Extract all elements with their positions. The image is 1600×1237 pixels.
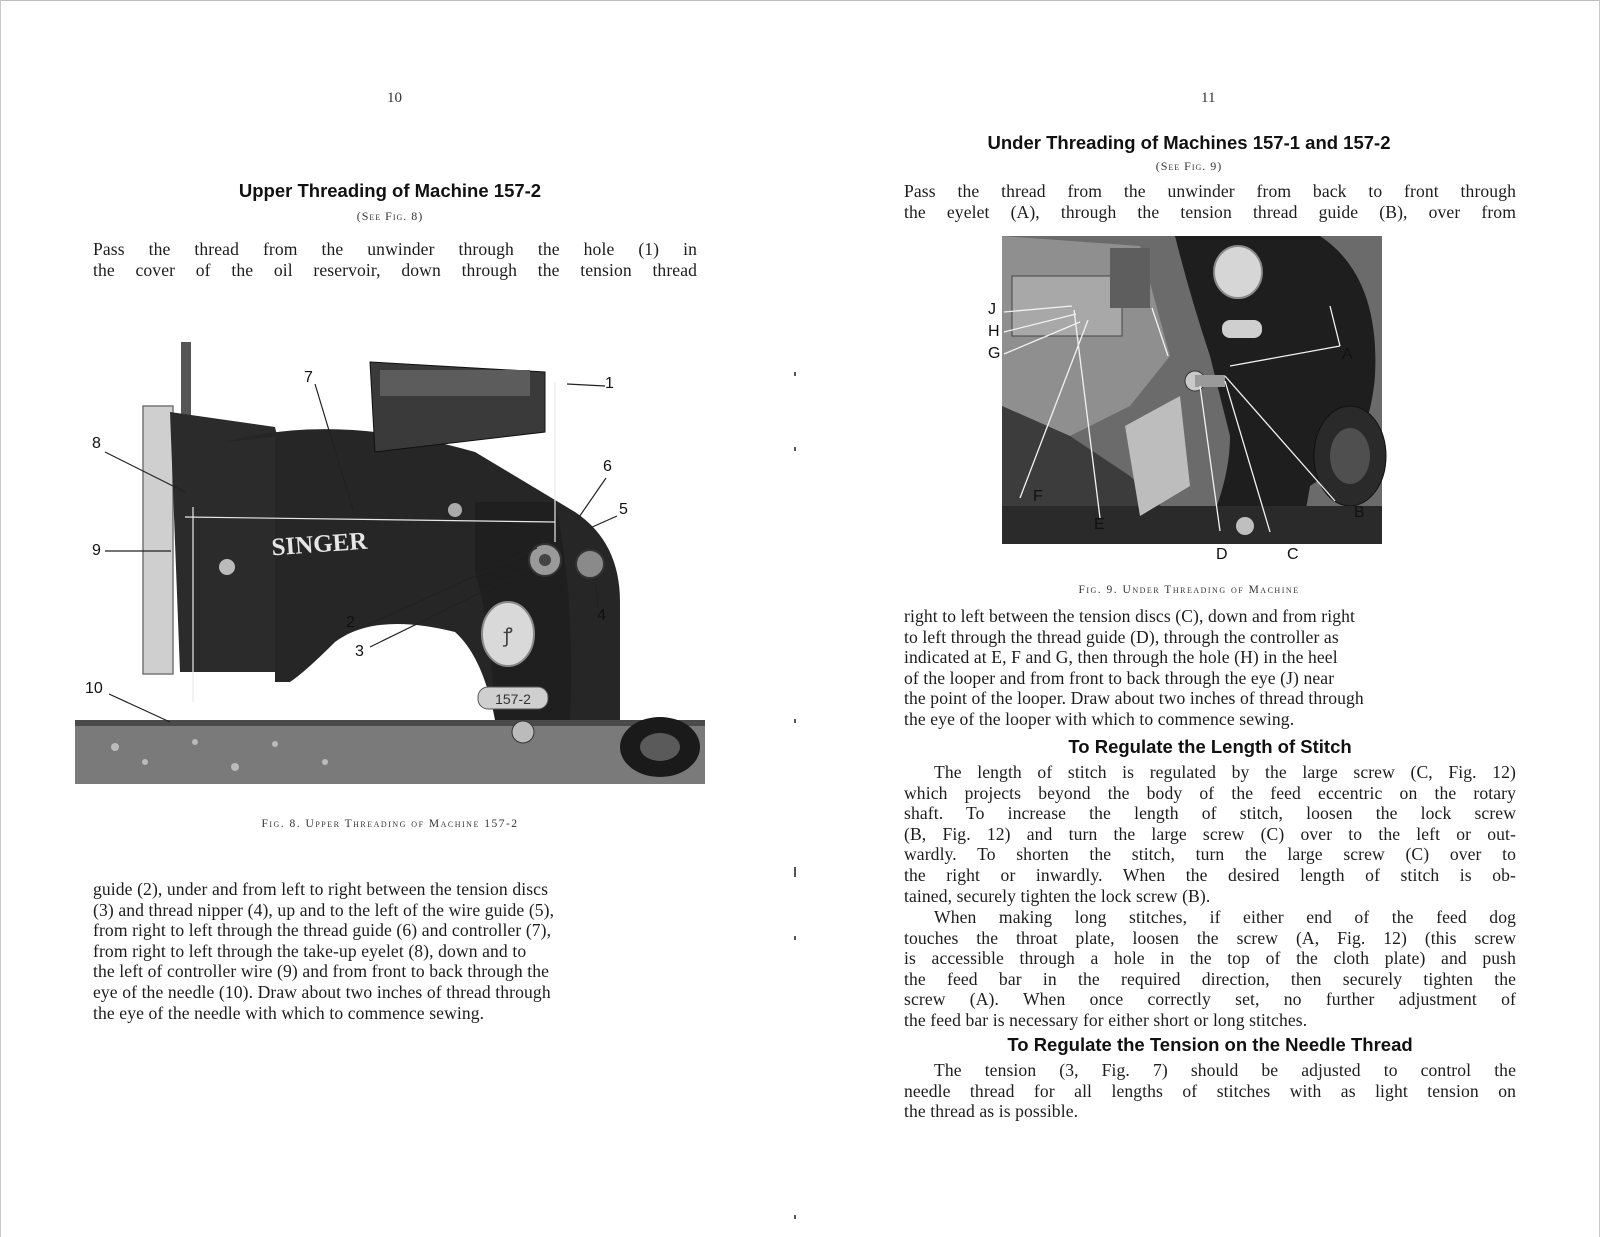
callout-label: 3 (355, 643, 364, 660)
text-line: Pass the thread from the unwinder through the hole (1) in (93, 239, 697, 259)
text-line: from right to left through the thread guide (6) and controller (7), (93, 920, 552, 941)
text-line: the feed bar in the required direction, then securely tighten the (904, 968, 1516, 989)
text-line: tained, securely tighten the lock screw (B). (904, 885, 1211, 906)
figure-reference: (See Fig. 9) (1155, 159, 1223, 173)
needle-tension-paragraph (904, 1060, 1516, 1122)
callout-label: J (988, 301, 996, 318)
callout-label: 2 (346, 614, 355, 631)
text-line: the eye of the looper with which to commence sewing. (904, 708, 1295, 729)
text-line: the eyelet (A), through the tension thread guide (B), over from (904, 201, 1516, 222)
continued-paragraph (93, 879, 697, 1023)
text-line: the point of the looper. Draw about two inches of thread through (904, 688, 1364, 709)
callout-label: 4 (597, 607, 606, 624)
feed-dog-paragraph (904, 907, 1516, 1031)
intro-paragraph (93, 239, 697, 280)
continued-paragraph (904, 606, 1516, 730)
text-line: eye of the needle (10). Draw about two inches of thread through (93, 981, 551, 1002)
callout-label: 10 (85, 680, 103, 697)
section-heading: Under Threading of Machines 157-1 and 157-2 (987, 132, 1391, 153)
right-page (800, 0, 1600, 1237)
callout-label: F (1033, 488, 1043, 505)
callout-label: 7 (304, 369, 313, 386)
callout-label: D (1216, 546, 1228, 563)
sewing-machine-under-illustration (980, 236, 1400, 569)
callout-label: H (988, 323, 1000, 340)
text-line: the left of controller wire (9) and from front to back through the (93, 961, 550, 982)
callout-label: G (988, 345, 1001, 362)
figure-reference: (See Fig. 8) (356, 209, 424, 223)
text-line: (B, Fig. 12) and turn the large screw (C) over to the left or out- (904, 823, 1516, 844)
text-line: the eye of the needle with which to commence sewing. (93, 1002, 485, 1023)
figure-9-illustration (980, 236, 1400, 569)
text-line: the right or inwardly. When the desired length of stitch is ob- (904, 864, 1516, 885)
svg-text:ꝭ: ꝭ (503, 625, 513, 647)
text-line: needle thread for all lengths of stitches with as light tension on (904, 1080, 1516, 1101)
callout-label: B (1354, 504, 1365, 521)
callout-label: 5 (619, 501, 628, 518)
callout-label: A (1342, 346, 1353, 363)
model-badge-text: 157-2 (495, 691, 531, 707)
section-heading: Upper Threading of Machine 157-2 (238, 180, 542, 201)
callout-label: 6 (603, 458, 612, 475)
subsection-heading-stitch-length: To Regulate the Length of Stitch (1068, 736, 1352, 757)
text-line: screw (A). When once correctly set, no further adjustment of (904, 989, 1516, 1010)
callout-label: E (1094, 516, 1105, 533)
sewing-machine-upper-illustration (75, 342, 705, 784)
text-line: from right to left through the take-up eyelet (8), down and to (93, 940, 527, 961)
page-number: 10 (387, 90, 402, 106)
text-line: right to left between the tension discs (C), down and from right (904, 606, 1356, 626)
text-line: which projects beyond the body of the feed eccentric on the rotary (904, 782, 1516, 803)
subsection-heading-needle-tension: To Regulate the Tension on the Needle Thread (1007, 1034, 1413, 1055)
callout-label: C (1287, 546, 1299, 563)
text-line: touches the throat plate, loosen the screw (A, Fig. 12) (this screw (904, 927, 1516, 948)
figure-8-illustration (75, 342, 705, 784)
text-line: Pass the thread from the unwinder from back to front through (904, 181, 1516, 201)
text-line: The tension (3, Fig. 7) should be adjusted to control the (934, 1060, 1516, 1080)
text-line: the cover of the oil reservoir, down through the tension thread (93, 259, 697, 280)
text-line: the thread as is possible. (904, 1101, 1079, 1122)
callout-label: 1 (605, 375, 614, 392)
figure-caption: Fig. 9. Under Threading of Machine (1078, 584, 1300, 596)
intro-paragraph (904, 181, 1516, 222)
machine-brand-text: SINGER (270, 527, 369, 562)
text-line: of the looper and from front to back through the eye (J) near (904, 667, 1335, 688)
figure-caption: Fig. 8. Upper Threading of Machine 157-2 (261, 818, 519, 830)
text-line: the feed bar is necessary for either short or long stitches. (904, 1009, 1308, 1030)
text-line: The length of stitch is regulated by the large screw (C, Fig. 12) (934, 762, 1516, 782)
text-line: (3) and thread nipper (4), up and to the left of the wire guide (5), (93, 899, 555, 920)
text-line: When making long stitches, if either end of the feed dog (934, 907, 1516, 927)
callout-label: 8 (92, 435, 101, 452)
page-number: 11 (1201, 90, 1216, 106)
stitch-length-paragraph (904, 762, 1516, 906)
text-line: shaft. To increase the length of stitch, loosen the lock screw (904, 803, 1516, 824)
text-line: guide (2), under and from left to right between the tension discs (93, 879, 549, 899)
callout-label: 9 (92, 542, 101, 559)
text-line: to left through the thread guide (D), through the controller as (904, 626, 1339, 647)
text-line: wardly. To shorten the stitch, turn the large screw (C) over to (904, 844, 1516, 865)
text-line: indicated at E, F and G, then through the hole (H) in the heel (904, 647, 1338, 668)
text-line: is accessible through a hole in the top of the cloth plate) and push (904, 948, 1516, 969)
